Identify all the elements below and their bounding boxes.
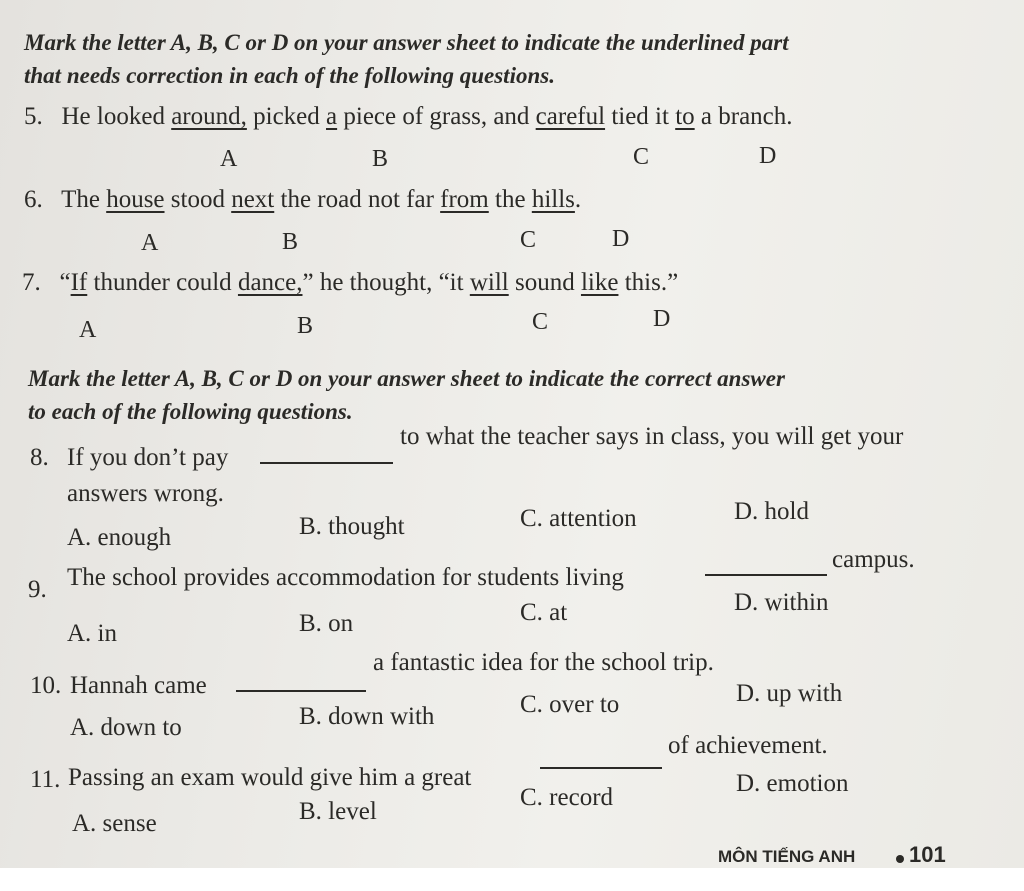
option-d: D. within	[734, 589, 829, 616]
footer-page-number: 101	[909, 842, 946, 867]
letter-c: C	[633, 144, 650, 170]
question-8-text-before: If you don’t pay	[67, 444, 229, 471]
underlined-part-d: like	[580, 269, 619, 296]
letter-c: C	[532, 309, 549, 335]
question-number: 7.	[22, 269, 41, 296]
underlined-part-a: around,	[171, 103, 247, 130]
option-c: C. at	[520, 599, 568, 626]
question-9-text-after: campus.	[832, 546, 915, 573]
letter-a: A	[220, 146, 238, 172]
text-segment: piece of grass, and	[337, 103, 536, 130]
underlined-part-c: careful	[535, 103, 606, 130]
question-number: 5.	[24, 103, 43, 130]
underlined-part-c: will	[469, 269, 509, 296]
letter-b: B	[282, 229, 299, 255]
option-c: C. attention	[520, 505, 637, 532]
option-b: B. thought	[299, 513, 405, 540]
text-segment: this.”	[618, 269, 679, 296]
text-segment: “	[59, 269, 71, 296]
answer-blank	[540, 767, 662, 769]
instruction-error-line1: Mark the letter A, B, C or D on your answer sheet to indicate the underlined part	[24, 30, 789, 55]
question-7	[22, 268, 678, 298]
letter-b: B	[297, 313, 314, 339]
underlined-part-b: next	[231, 186, 275, 213]
text-segment: thunder could	[87, 269, 238, 296]
text-segment: stood	[164, 186, 232, 213]
underlined-part-a: house	[106, 186, 165, 213]
underlined-part-d: to	[675, 103, 695, 130]
letter-b: B	[372, 146, 389, 172]
text-segment: tied it	[605, 103, 676, 130]
option-d: D. hold	[734, 498, 809, 525]
answer-blank	[260, 462, 393, 464]
question-8-line2: answers wrong.	[67, 480, 224, 507]
instruction-error-line2: that needs correction in each of the following questions.	[24, 63, 555, 88]
text-segment: ” he thought, “it	[302, 269, 470, 296]
answer-blank	[236, 690, 366, 692]
instruction-mc-line1: Mark the letter A, B, C or D on your answer sheet to indicate the correct answer	[28, 366, 785, 391]
option-c: C. record	[520, 784, 614, 811]
question-8-number: 8.	[30, 444, 49, 471]
letter-d: D	[612, 226, 630, 252]
option-a: A. down to	[70, 714, 182, 741]
question-10-text-before: Hannah came	[70, 672, 207, 699]
answer-blank	[705, 574, 827, 576]
underlined-part-a: If	[70, 269, 88, 296]
option-b: B. level	[299, 798, 377, 825]
option-a: A. enough	[67, 524, 172, 551]
option-a: A. in	[67, 620, 117, 647]
underlined-part-b: a	[326, 103, 338, 130]
question-10-text-after: a fantastic idea for the school trip.	[373, 649, 714, 676]
question-10-number: 10.	[30, 672, 62, 699]
option-d: D. emotion	[736, 770, 849, 797]
option-a: A. sense	[72, 810, 157, 837]
footer-bullet	[896, 855, 904, 863]
letter-c: C	[520, 227, 537, 253]
question-5	[24, 102, 793, 132]
option-d: D. up with	[736, 680, 843, 707]
letter-a: A	[141, 230, 159, 256]
question-9-text-before: The school provides accommodation for students living	[67, 564, 624, 591]
question-number: 6.	[24, 186, 43, 213]
question-11-text-after: of achievement.	[668, 732, 828, 759]
footer-subject-label: MÔN TIẾNG ANH	[718, 847, 856, 866]
text-segment: He looked	[61, 103, 172, 130]
text-segment: .	[574, 186, 582, 213]
text-segment: sound	[508, 269, 581, 296]
question-9-number: 9.	[28, 576, 47, 603]
text-segment: a branch.	[694, 103, 793, 130]
option-b: B. down with	[299, 703, 435, 730]
question-11-text-before: Passing an exam would give him a great	[68, 764, 472, 791]
letter-d: D	[759, 143, 777, 169]
text-segment: picked	[246, 103, 327, 130]
underlined-part-b: dance,	[237, 269, 303, 296]
letter-d: D	[653, 306, 671, 332]
option-b: B. on	[299, 610, 354, 637]
text-segment: the	[488, 186, 532, 213]
text-segment: the road not far	[274, 186, 441, 213]
option-c: C. over to	[520, 691, 620, 718]
text-segment: The	[61, 186, 107, 213]
underlined-part-d: hills	[531, 186, 575, 213]
question-8-text-after: to what the teacher says in class, you will get your	[400, 423, 904, 450]
bottom-margin	[0, 868, 1024, 891]
instruction-mc-line2: to each of the following questions.	[28, 399, 353, 424]
letter-a: A	[79, 317, 97, 343]
underlined-part-c: from	[440, 186, 489, 213]
question-6	[24, 185, 581, 215]
question-11-number: 11.	[30, 766, 61, 793]
